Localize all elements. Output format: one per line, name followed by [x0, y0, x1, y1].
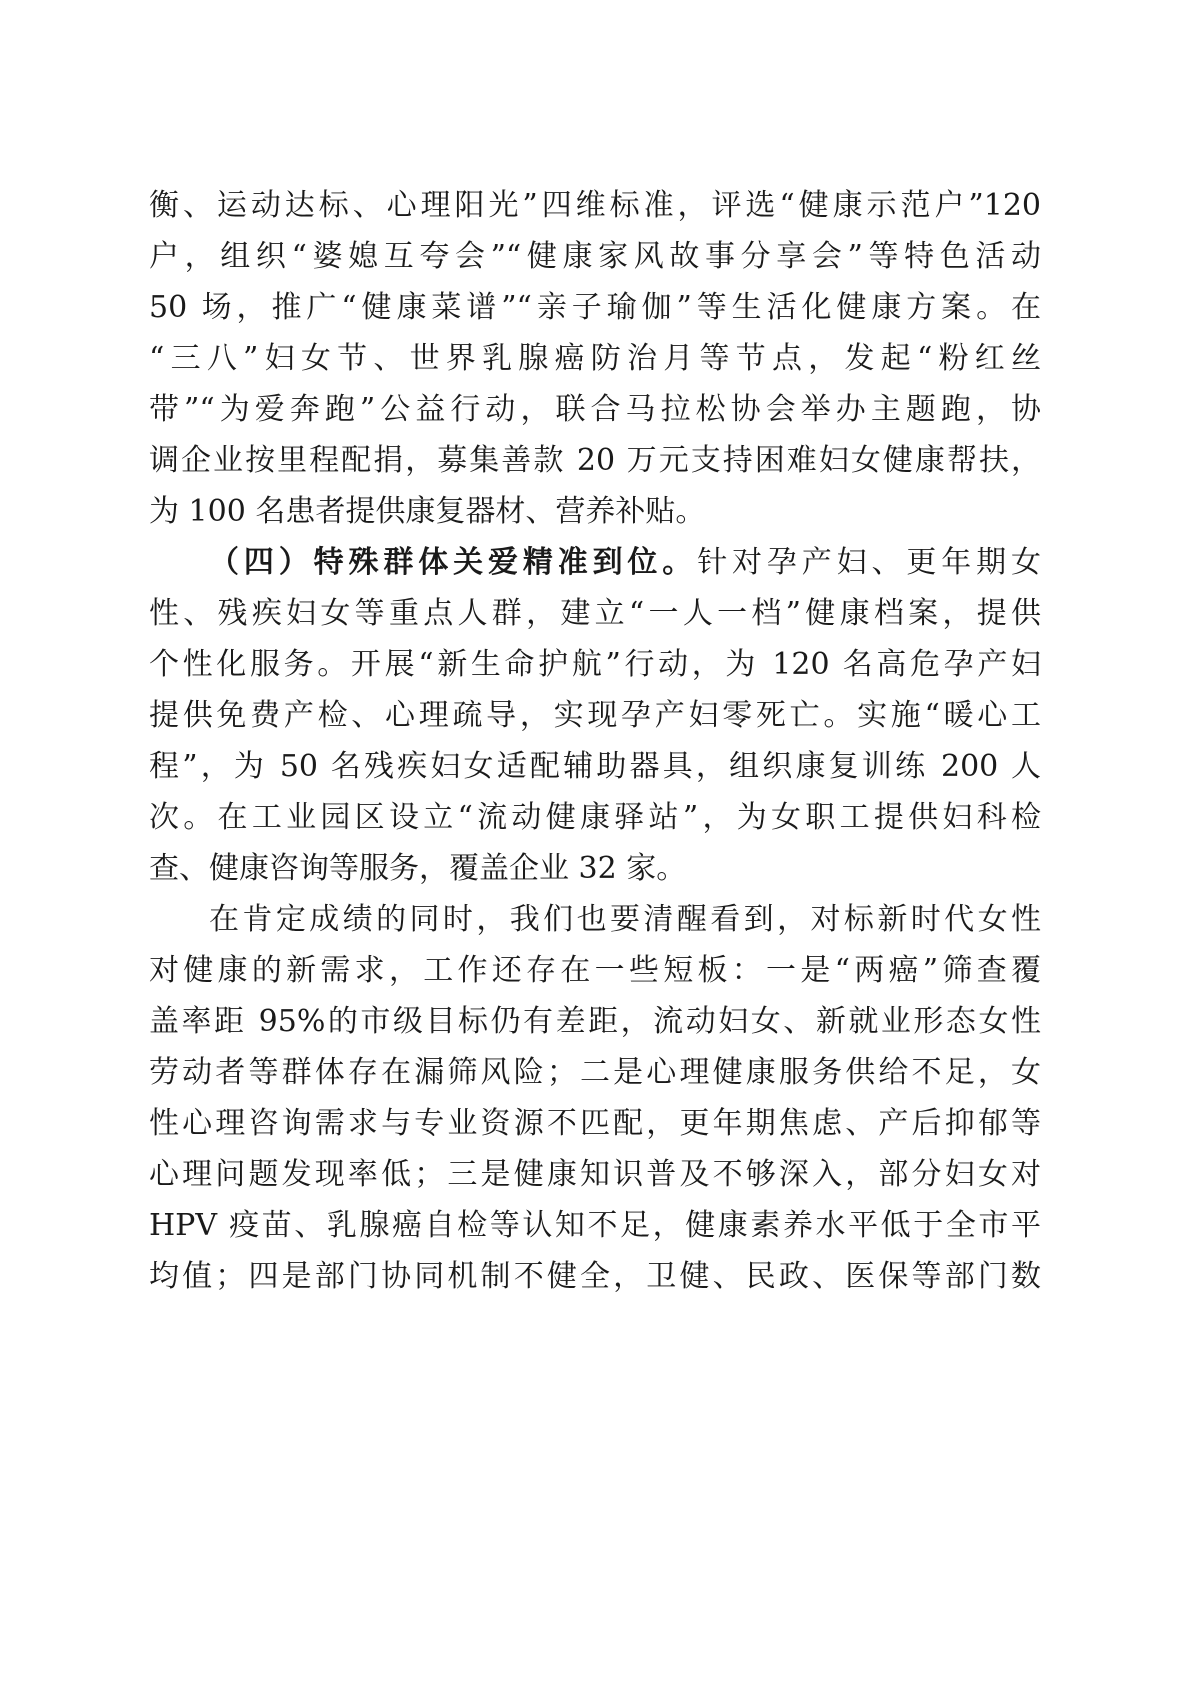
text-line: 户，组织“婆媳互夸会”“健康家风故事分享会”等特色活动	[149, 239, 1041, 274]
section-heading-line	[149, 537, 1041, 588]
text-line: 性、残疾妇女等重点人群，建立“一人一档”健康档案，提供	[149, 596, 1041, 631]
text-line: 提供免费产检、心理疏导，实现孕产妇零死亡。实施“暖心工	[149, 698, 1041, 733]
text-line: 劳动者等群体存在漏筛风险；二是心理健康服务供给不足，女	[149, 1055, 1041, 1090]
text-line: 盖率距 95%的市级目标仍有差距，流动妇女、新就业形态女性	[149, 1004, 1041, 1039]
text-line: 心理问题发现率低；三是健康知识普及不够深入，部分妇女对	[149, 1157, 1041, 1192]
text-line: 次。在工业园区设立“流动健康驿站”，为女职工提供妇科检	[149, 800, 1041, 835]
text-line: 查、健康咨询等服务，覆盖企业 32 家。	[149, 851, 687, 886]
body-text	[149, 180, 1041, 1302]
text-line: 带”“为爱奔跑”公益行动，联合马拉松协会举办主题跑，协	[149, 392, 1041, 427]
text-line: 衡、运动达标、心理阳光”四维标准，评选“健康示范户”120	[149, 188, 1041, 223]
text-line: 50 场，推广“健康菜谱”“亲子瑜伽”等生活化健康方案。在	[149, 290, 1041, 325]
text-line: HPV 疫苗、乳腺癌自检等认知不足，健康素养水平低于全市平	[149, 1208, 1041, 1243]
text-line: 在肯定成绩的同时，我们也要清醒看到，对标新时代女性	[209, 902, 1041, 937]
text-line: 为 100 名患者提供康复器材、营养补贴。	[149, 494, 706, 529]
text-line: 程”，为 50 名残疾妇女适配辅助器具，组织康复训练 200 人	[149, 749, 1041, 784]
text-line: 个性化服务。开展“新生命护航”行动，为 120 名高危孕产妇	[149, 647, 1041, 682]
text-line: 调企业按里程配捐，募集善款 20 万元支持困难妇女健康帮扶，	[149, 443, 1041, 478]
text-run: 针对孕产妇、更年期女	[697, 545, 1042, 580]
text-line: 对健康的新需求，工作还存在一些短板：一是“两癌”筛查覆	[149, 953, 1041, 988]
text-line: 均值；四是部门协同机制不健全，卫健、民政、医保等部门数	[149, 1259, 1041, 1294]
text-line: 性心理咨询需求与专业资源不匹配，更年期焦虑、产后抑郁等	[149, 1106, 1041, 1141]
section-heading: （四）特殊群体关爱精准到位。	[209, 545, 698, 580]
text-line: “三八”妇女节、世界乳腺癌防治月等节点，发起“粉红丝	[149, 341, 1041, 376]
